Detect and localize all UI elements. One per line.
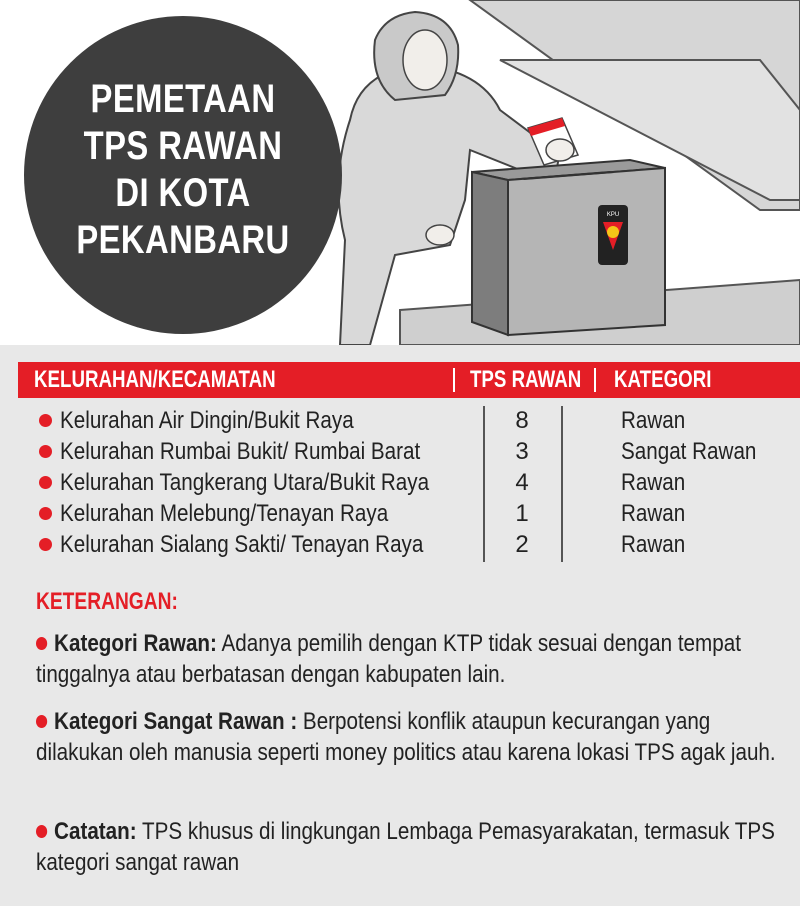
table-row <box>0 529 800 560</box>
title-line: DI KOTA <box>115 171 251 215</box>
row-tps: 8 <box>515 407 529 434</box>
bullet-icon <box>39 507 52 520</box>
svg-text:KPU: KPU <box>606 212 620 218</box>
note-label: Kategori Sangat Rawan : <box>54 708 298 735</box>
bullet-icon <box>39 414 52 427</box>
row-category: Sangat Rawan <box>621 438 757 465</box>
row-area: Kelurahan Melebung/Tenayan Raya <box>60 500 389 527</box>
notes-heading: KETERANGAN: <box>36 588 178 615</box>
note-text: TPS khusus di lingkungan Lembaga Pemasyarakatan, termasuk TPS kategori sangat rawan <box>36 818 775 876</box>
note-text: Berpotensi konflik ataupun kecurangan yang dilakukan oleh manusia seperti money politics atau karena lokasi TPS agak jauh. <box>36 708 776 766</box>
bullet-icon <box>39 538 52 551</box>
note-label: Catatan: <box>54 818 137 845</box>
kpu-logo-icon <box>598 205 628 265</box>
row-tps: 2 <box>515 531 529 558</box>
page-title <box>53 76 314 264</box>
title-line: PEKANBARU <box>76 218 290 262</box>
row-tps: 3 <box>515 438 529 465</box>
table-row <box>0 405 800 436</box>
header-category: KATEGORI <box>614 366 712 393</box>
note-item <box>36 816 796 878</box>
header-tps: TPS RAWAN <box>470 366 582 393</box>
note-item <box>36 706 796 768</box>
note-text: Adanya pemilih dengan KTP tidak sesuai dengan tempat tinggalnya atau berbatasan dengan kabupaten lain. <box>36 630 741 688</box>
row-category: Rawan <box>621 407 686 434</box>
header-divider <box>453 368 455 392</box>
bullet-icon <box>36 637 47 650</box>
table-row <box>0 498 800 529</box>
title-line: TPS RAWAN <box>83 124 283 168</box>
title-line: PEMETAAN <box>90 77 276 121</box>
row-area: Kelurahan Tangkerang Utara/Bukit Raya <box>60 469 430 496</box>
row-tps: 1 <box>515 500 529 527</box>
row-area: Kelurahan Rumbai Bukit/ Rumbai Barat <box>60 438 421 465</box>
row-category: Rawan <box>621 469 686 496</box>
row-category: Rawan <box>621 531 686 558</box>
bullet-icon <box>36 715 47 728</box>
row-category: Rawan <box>621 500 686 527</box>
row-area: Kelurahan Air Dingin/Bukit Raya <box>60 407 354 434</box>
bullet-icon <box>39 445 52 458</box>
header-divider <box>594 368 596 392</box>
bullet-icon <box>36 825 47 838</box>
note-item <box>36 628 796 690</box>
header-area: KELURAHAN/KECAMATAN <box>34 366 276 393</box>
table-row <box>0 467 800 498</box>
note-label: Kategori Rawan: <box>54 630 217 657</box>
table-header <box>18 362 800 398</box>
row-tps: 4 <box>515 469 529 496</box>
bullet-icon <box>39 476 52 489</box>
row-area: Kelurahan Sialang Sakti/ Tenayan Raya <box>60 531 424 558</box>
table-row <box>0 436 800 467</box>
